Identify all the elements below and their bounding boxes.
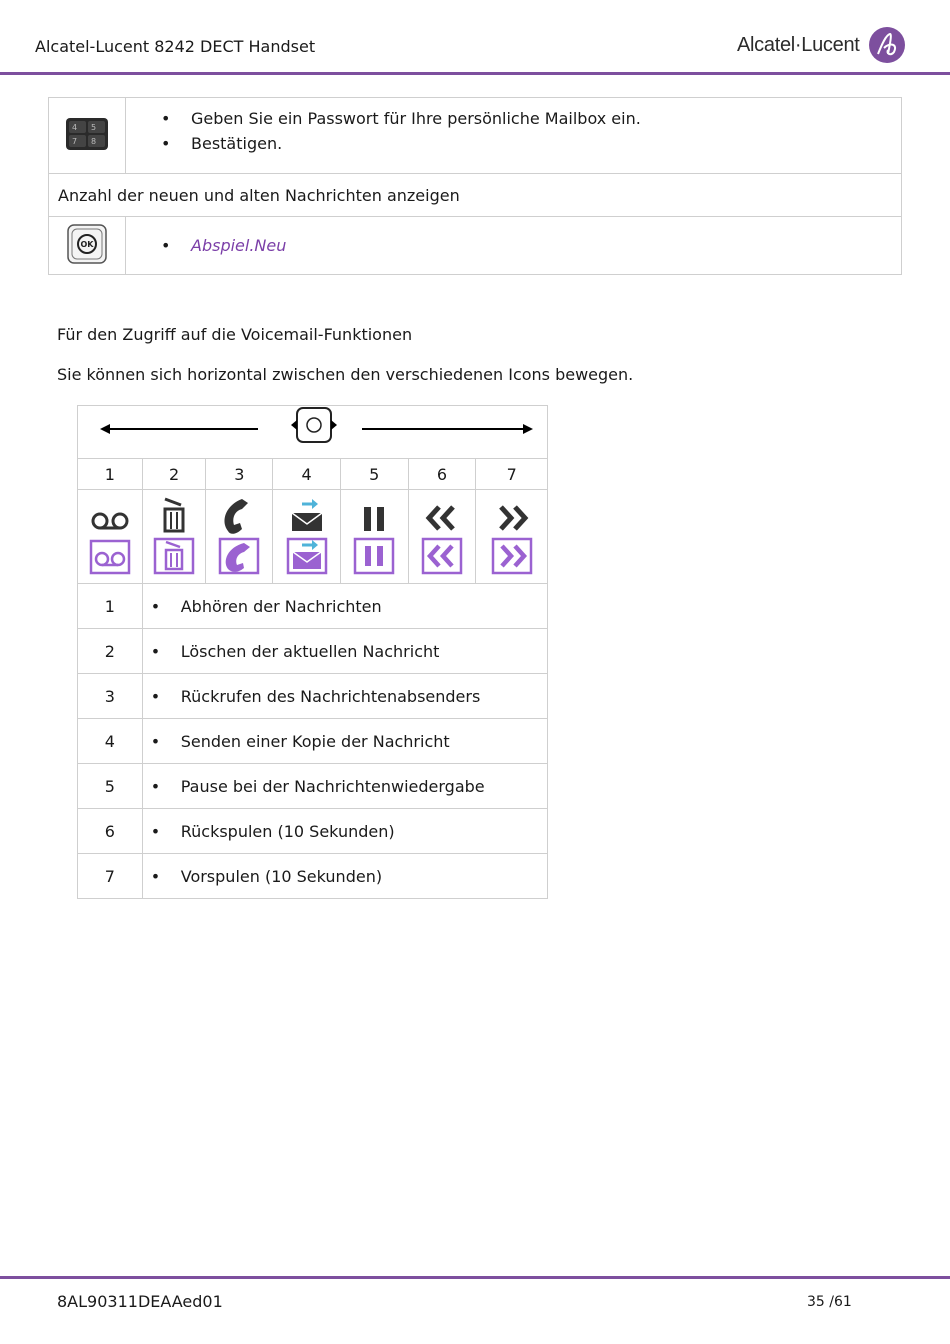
trash-icon-cell (142, 490, 206, 584)
fast-forward-icon-cell (476, 490, 548, 584)
phone-icon-cell (206, 490, 273, 584)
row-description: • Abhören der Nachrichten (142, 584, 547, 629)
voicemail-intro-text: Für den Zugriff auf die Voicemail-Funktionen (57, 325, 413, 344)
ok-key-cell (49, 217, 126, 275)
forward-mail-icon-cell (273, 490, 341, 584)
column-number: 7 (476, 459, 548, 490)
column-number: 6 (408, 459, 476, 490)
document-header-title: Alcatel-Lucent 8242 DECT Handset (35, 37, 316, 56)
keypad-icon (66, 118, 108, 150)
icon-row (78, 490, 548, 584)
forward-mail-icon (286, 495, 328, 575)
company-logo (737, 26, 906, 64)
pause-icon-cell (340, 490, 408, 584)
row-text: Abhören der Nachrichten (180, 596, 382, 616)
trash-icon (153, 495, 195, 575)
row-description: • Senden einer Kopie der Nachricht (142, 719, 547, 764)
voicemail-icon-cell (78, 490, 143, 584)
fast-forward-icon (491, 495, 533, 575)
icon-number-row (78, 459, 548, 490)
footer-divider (0, 1276, 950, 1279)
table-row (49, 174, 902, 217)
row-text: Vorspulen (10 Sekunden) (180, 866, 383, 886)
row-number: 4 (78, 719, 143, 764)
column-number: 1 (78, 459, 143, 490)
voicemail-icons-table (77, 405, 548, 899)
navigation-arrows-cell (78, 406, 548, 459)
svg-text:4: 4 (72, 122, 78, 132)
logo-wordmark: Alcatel·Lucent (737, 33, 860, 56)
table-row (78, 406, 548, 459)
row-description: • Pause bei der Nachrichtenwiedergabe (142, 764, 547, 809)
table-row (78, 809, 548, 854)
svg-text:5: 5 (91, 122, 97, 132)
message-count-heading: Anzahl der neuen und alten Nachrichten anzeigen (49, 174, 902, 217)
svg-text:8: 8 (91, 136, 97, 146)
bullet-enter-password: • Geben Sie ein Passwort für Ihre persönliche Mailbox ein. (156, 106, 901, 131)
table-row (78, 584, 548, 629)
row-text: Rückrufen des Nachrichtenabsenders (180, 686, 481, 706)
voicemail-icon (89, 495, 131, 575)
mailbox-steps-table (48, 97, 902, 275)
column-number: 2 (142, 459, 206, 490)
bullet-confirm: • Bestätigen. (156, 131, 901, 156)
ok-key-icon (67, 224, 107, 264)
row-number: 2 (78, 629, 143, 674)
phone-icon (218, 495, 260, 575)
table-row (78, 764, 548, 809)
table-row (78, 854, 548, 899)
playback-option-cell (126, 217, 902, 275)
page-number: 35 /61 (807, 1294, 852, 1310)
svg-text:OK: OK (80, 239, 94, 249)
rewind-icon-cell (408, 490, 476, 584)
column-number: 4 (273, 459, 341, 490)
horizontal-navigation-icon (78, 406, 547, 454)
instructions-cell (126, 98, 902, 174)
row-number: 5 (78, 764, 143, 809)
table-row (49, 217, 902, 275)
row-text: Löschen der aktuellen Nachricht (180, 641, 440, 661)
column-number: 3 (206, 459, 273, 490)
rewind-icon (421, 495, 463, 575)
row-number: 3 (78, 674, 143, 719)
row-number: 7 (78, 854, 143, 899)
logo-emblem-icon (868, 26, 906, 64)
svg-text:7: 7 (72, 136, 78, 146)
navigation-hint-text: Sie können sich horizontal zwischen den verschiedenen Icons bewegen. (57, 365, 634, 384)
play-new-link[interactable]: Abspiel.Neu (191, 236, 287, 255)
column-number: 5 (340, 459, 408, 490)
row-description: • Rückrufen des Nachrichtenabsenders (142, 674, 547, 719)
table-row (49, 98, 902, 174)
table-row (78, 674, 548, 719)
keypad-cell (49, 98, 126, 174)
pause-icon (353, 495, 395, 575)
row-number: 1 (78, 584, 143, 629)
row-description: • Rückspulen (10 Sekunden) (142, 809, 547, 854)
row-number: 6 (78, 809, 143, 854)
row-text: Senden einer Kopie der Nachricht (180, 731, 450, 751)
row-text: Rückspulen (10 Sekunden) (180, 821, 395, 841)
table-row (78, 629, 548, 674)
row-description: • Löschen der aktuellen Nachricht (142, 629, 547, 674)
row-description: • Vorspulen (10 Sekunden) (142, 854, 547, 899)
header-divider (0, 72, 950, 75)
document-id: 8AL90311DEAAed01 (57, 1292, 223, 1311)
row-text: Pause bei der Nachrichtenwiedergabe (180, 776, 485, 796)
table-row (78, 719, 548, 764)
